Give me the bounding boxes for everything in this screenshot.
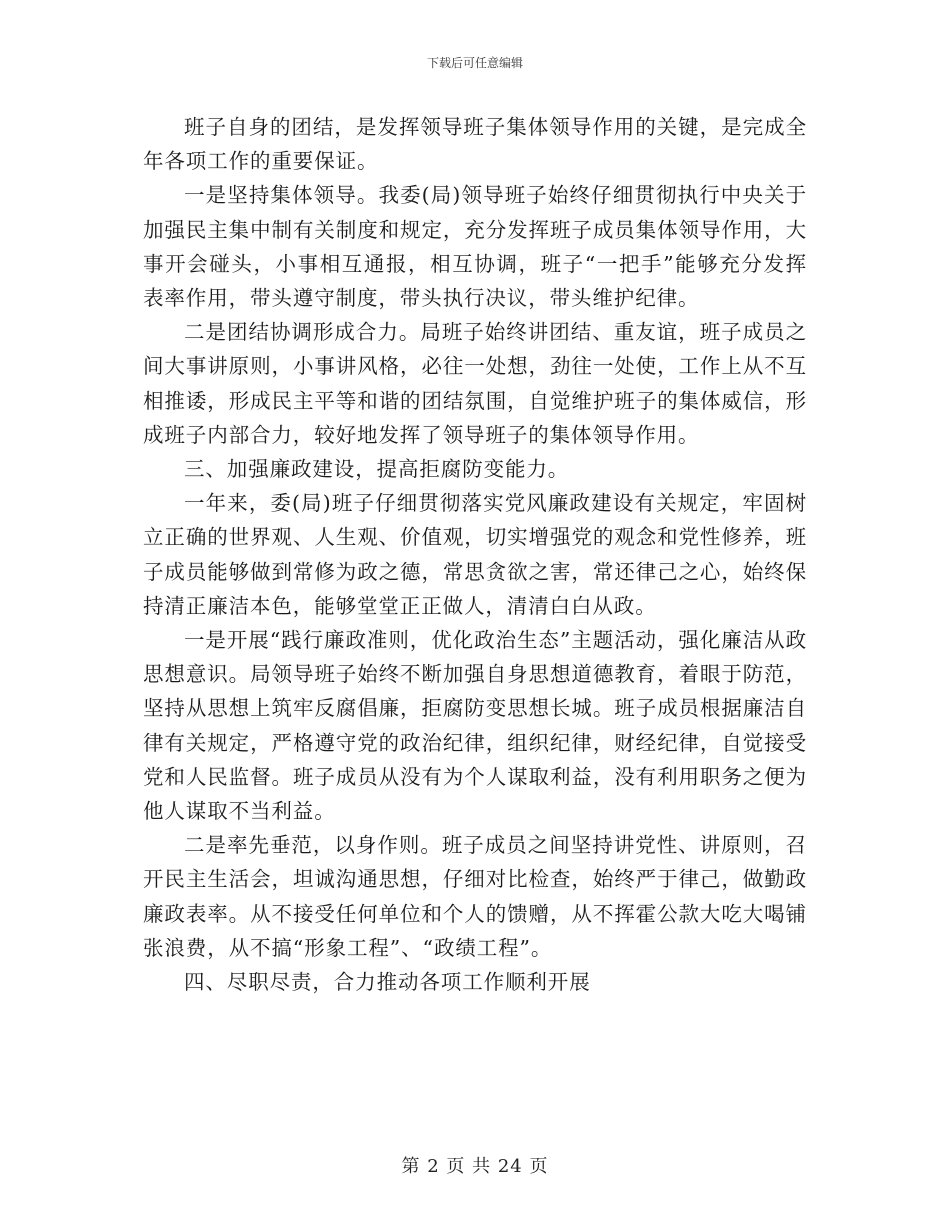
section-heading-duties: 四、尽职尽责，合力推动各项工作顺利开展 [184, 970, 591, 995]
paragraph-integrity-campaign: 一是开展“践行廉政准则，优化政治生态”主题活动，强化廉洁从政思想意识。局领导班子始终不断加强自身思想道德教育，着眼于防范，坚持从思想上筑牢反腐倡廉，拒腐防变思想长城。班子成员根据廉洁自律有关规定，严格遵守党的政治纪律，组织纪律，财经纪律，自觉接受党和人民监督。班子成员从没有为个人谋取利益，没有利用职务之便为他人谋取不当利益。 [143, 628, 807, 824]
paragraph-lead-by-example: 二是率先垂范，以身作则。班子成员之间坚持讲党性、讲原则，召开民主生活会，坦诚沟通思想，仔细对比检查，始终严于律己，做勤政廉政表率。从不接受任何单位和个人的馈赠，从不挥霍公款大吃大喝铺张浪费，从不搞“形象工程”、“政绩工程”。 [143, 833, 807, 960]
page-number-footer: 第 2 页 共 24 页 [401, 1156, 549, 1177]
paragraph-collective-leadership: 一是坚持集体领导。我委(局)领导班子始终仔细贯彻执行中央关于加强民主集中制有关制度和规定，充分发挥班子成员集体领导作用，大事开会碰头，小事相互通报，相互协调，班子“一把手”能够充分发挥表率作用，带头遵守制度，带头执行决议，带头维护纪律。 [143, 183, 807, 311]
paragraph-integrity-overview: 一年来，委(局)班子仔细贯彻落实党风廉政建设有关规定，牢固树立正确的世界观、人生观、价值观，切实增强党的观念和党性修养，班子成员能够做到常修为政之德，常思贪欲之害，常还律己之心，始终保持清正廉洁本色，能够堂堂正正做人，清清白白从政。 [143, 491, 807, 618]
header-note: 下载后可任意编辑 [426, 56, 523, 70]
section-heading-integrity: 三、加强廉政建设，提高拒腐防变能力。 [184, 457, 570, 482]
paragraph-unity-importance: 班子自身的团结，是发挥领导班子集体领导作用的关键，是完成全年各项工作的重要保证。 [143, 115, 807, 174]
document-body [143, 110, 807, 999]
paragraph-unity-cooperation: 二是团结协调形成合力。局班子始终讲团结、重友谊，班子成员之间大事讲原则，小事讲风格，必往一处想，劲往一处使，工作上从不互相推诿，形成民主平等和谐的团结氛围，自觉维护班子的集体威信，形成班子内部合力，较好地发挥了领导班子的集体领导作用。 [143, 320, 807, 447]
